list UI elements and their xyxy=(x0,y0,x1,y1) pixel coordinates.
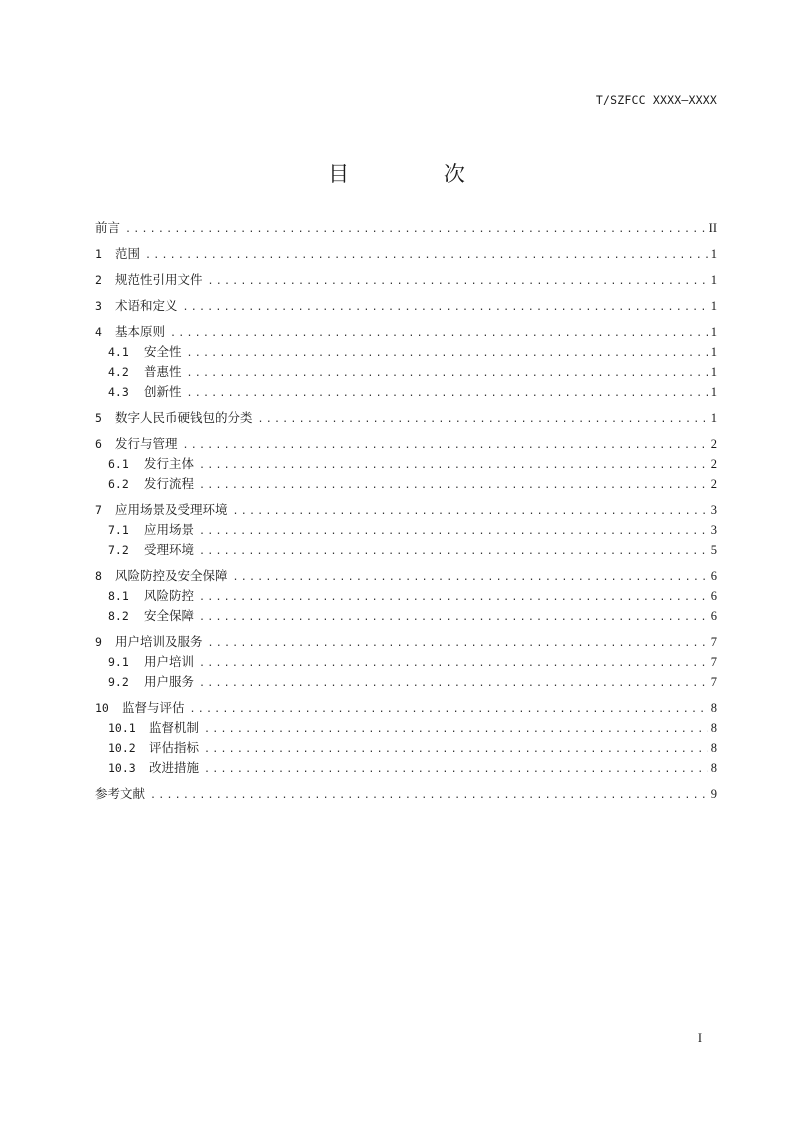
toc-entry-page: 8 xyxy=(710,701,717,715)
toc-dot-leader xyxy=(204,760,708,780)
toc-entry-page: 7 xyxy=(710,675,717,689)
toc-entry-label: 安全性 xyxy=(144,344,182,359)
toc-entry-label: 普惠性 xyxy=(144,364,182,379)
toc-entry-number: 9 xyxy=(95,635,102,649)
toc-dot-leader xyxy=(199,522,708,542)
toc-entry-label: 发行与管理 xyxy=(115,436,178,451)
toc-subentry[interactable] xyxy=(95,362,717,382)
toc-title: 目 次 xyxy=(328,162,509,186)
toc-entry-number: 10.2 xyxy=(108,741,136,755)
toc-entry-label: 创新性 xyxy=(144,384,182,399)
toc-entry[interactable] xyxy=(95,322,717,342)
toc-dot-leader xyxy=(187,344,708,364)
toc-entry-page: 8 xyxy=(710,721,717,735)
toc-dot-leader xyxy=(199,476,708,496)
toc-entry-label: 安全保障 xyxy=(144,608,195,623)
toc-subentry[interactable] xyxy=(95,586,717,606)
toc-entry[interactable] xyxy=(95,632,717,652)
toc-dot-leader xyxy=(125,220,706,240)
toc-entry-number: 6.1 xyxy=(108,457,129,471)
toc-entry-number: 7.1 xyxy=(108,523,129,537)
toc-entry-number: 10 xyxy=(95,701,109,715)
toc-subentry[interactable] xyxy=(95,454,717,474)
toc-entry[interactable] xyxy=(95,784,717,804)
toc-entry[interactable] xyxy=(95,408,717,428)
toc-entry-number: 10.1 xyxy=(108,721,136,735)
toc-entry-number: 4.2 xyxy=(108,365,129,379)
toc-dot-leader xyxy=(258,410,708,430)
toc-entry[interactable] xyxy=(95,218,717,238)
toc-entry-page: 1 xyxy=(710,299,717,313)
toc-entry-label: 应用场景及受理环境 xyxy=(115,502,228,517)
toc-subentry[interactable] xyxy=(95,474,717,494)
toc-entry[interactable] xyxy=(95,296,717,316)
toc-dot-leader xyxy=(183,436,708,456)
toc-dot-leader xyxy=(233,502,708,522)
toc-entry-number: 3 xyxy=(95,299,102,313)
toc-entry-page: 6 xyxy=(710,589,717,603)
toc-dot-leader xyxy=(208,634,708,654)
toc-entry-number: 4.1 xyxy=(108,345,129,359)
toc-subentry[interactable] xyxy=(95,382,717,402)
toc-entry[interactable] xyxy=(95,434,717,454)
toc-dot-leader xyxy=(199,456,708,476)
toc-entry-label: 应用场景 xyxy=(144,522,195,537)
toc-entry-page: 5 xyxy=(710,543,717,557)
toc-dot-leader xyxy=(199,608,708,628)
toc-entry-label: 范围 xyxy=(115,246,141,261)
toc-dot-leader xyxy=(170,324,708,344)
toc-entry-number: 4.3 xyxy=(108,385,129,399)
toc-entry-page: 2 xyxy=(710,477,717,491)
toc-entry[interactable] xyxy=(95,244,717,264)
toc-entry-number: 9.2 xyxy=(108,675,129,689)
toc-entry-label: 规范性引用文件 xyxy=(115,272,203,287)
toc-entry-label: 发行流程 xyxy=(144,476,195,491)
toc-dot-leader xyxy=(199,654,708,674)
toc-entry-label: 基本原则 xyxy=(115,324,166,339)
toc-dot-leader xyxy=(233,568,708,588)
toc-entry-page: 8 xyxy=(710,761,717,775)
toc-entry-number: 8 xyxy=(95,569,102,583)
toc-dot-leader xyxy=(187,364,708,384)
toc-subentry[interactable] xyxy=(95,672,717,692)
toc-dot-leader xyxy=(183,298,708,318)
toc-dot-leader xyxy=(204,740,708,760)
toc-entry-page: 8 xyxy=(710,741,717,755)
toc-entry-label: 监督与评估 xyxy=(122,700,185,715)
table-of-contents xyxy=(95,218,717,804)
toc-subentry[interactable] xyxy=(95,758,717,778)
toc-subentry[interactable] xyxy=(95,718,717,738)
toc-entry-page: 1 xyxy=(710,385,717,399)
toc-entry-page: 7 xyxy=(710,655,717,669)
toc-dot-leader xyxy=(145,246,708,266)
toc-entry-number: 6 xyxy=(95,437,102,451)
toc-dot-leader xyxy=(208,272,708,292)
toc-subentry[interactable] xyxy=(95,540,717,560)
toc-entry-page: 7 xyxy=(710,635,717,649)
toc-entry-number: 9.1 xyxy=(108,655,129,669)
toc-entry-label: 前言 xyxy=(95,220,121,235)
toc-entry-label: 用户培训及服务 xyxy=(115,634,203,649)
toc-entry-number: 8.2 xyxy=(108,609,129,623)
toc-entry[interactable] xyxy=(95,698,717,718)
toc-dot-leader xyxy=(190,700,708,720)
toc-subentry[interactable] xyxy=(95,738,717,758)
toc-entry-label: 发行主体 xyxy=(144,456,195,471)
toc-entry-label: 风险防控 xyxy=(144,588,195,603)
toc-entry[interactable] xyxy=(95,500,717,520)
toc-entry-page: 1 xyxy=(710,273,717,287)
toc-subentry[interactable] xyxy=(95,520,717,540)
toc-entry-label: 用户服务 xyxy=(144,674,195,689)
toc-entry-number: 7 xyxy=(95,503,102,517)
toc-entry-number: 2 xyxy=(95,273,102,287)
toc-entry[interactable] xyxy=(95,270,717,290)
toc-entry-label: 改进措施 xyxy=(149,760,200,775)
toc-entry-label: 监督机制 xyxy=(149,720,200,735)
page-number: I xyxy=(697,1031,702,1045)
toc-entry-label: 受理环境 xyxy=(144,542,195,557)
toc-dot-leader xyxy=(187,384,708,404)
toc-entry-number: 10.3 xyxy=(108,761,136,775)
toc-entry-label: 数字人民币硬钱包的分类 xyxy=(115,410,253,425)
toc-entry-label: 术语和定义 xyxy=(115,298,178,313)
toc-entry[interactable] xyxy=(95,566,717,586)
toc-entry-page: 3 xyxy=(710,503,717,517)
toc-dot-leader xyxy=(204,720,708,740)
toc-entry-page: 6 xyxy=(710,609,717,623)
toc-dot-leader xyxy=(150,786,708,806)
toc-entry-page: 2 xyxy=(710,457,717,471)
toc-dot-leader xyxy=(199,588,708,608)
toc-entry-label: 参考文献 xyxy=(95,786,146,801)
toc-dot-leader xyxy=(199,674,708,694)
toc-entry-label: 风险防控及安全保障 xyxy=(115,568,228,583)
toc-entry-label: 评估指标 xyxy=(149,740,200,755)
toc-entry-page: 2 xyxy=(710,437,717,451)
toc-entry-page: 1 xyxy=(710,365,717,379)
toc-entry-number: 7.2 xyxy=(108,543,129,557)
toc-entry-page: 3 xyxy=(710,523,717,537)
toc-entry-number: 4 xyxy=(95,325,102,339)
toc-entry-page: 6 xyxy=(710,569,717,583)
toc-entry-number: 8.1 xyxy=(108,589,129,603)
toc-entry-page: II xyxy=(708,221,717,235)
toc-entry-page: 1 xyxy=(710,411,717,425)
toc-entry-number: 1 xyxy=(95,247,102,261)
toc-dot-leader xyxy=(199,542,708,562)
toc-subentry[interactable] xyxy=(95,342,717,362)
toc-subentry[interactable] xyxy=(95,606,717,626)
document-code: T/SZFCC XXXX—XXXX xyxy=(595,93,717,107)
toc-entry-page: 1 xyxy=(710,345,717,359)
toc-entry-page: 1 xyxy=(710,325,717,339)
toc-entry-number: 5 xyxy=(95,411,102,425)
toc-entry-page: 9 xyxy=(710,787,717,801)
toc-entry-number: 6.2 xyxy=(108,477,129,491)
toc-entry-label: 用户培训 xyxy=(144,654,195,669)
toc-subentry[interactable] xyxy=(95,652,717,672)
toc-entry-page: 1 xyxy=(710,247,717,261)
